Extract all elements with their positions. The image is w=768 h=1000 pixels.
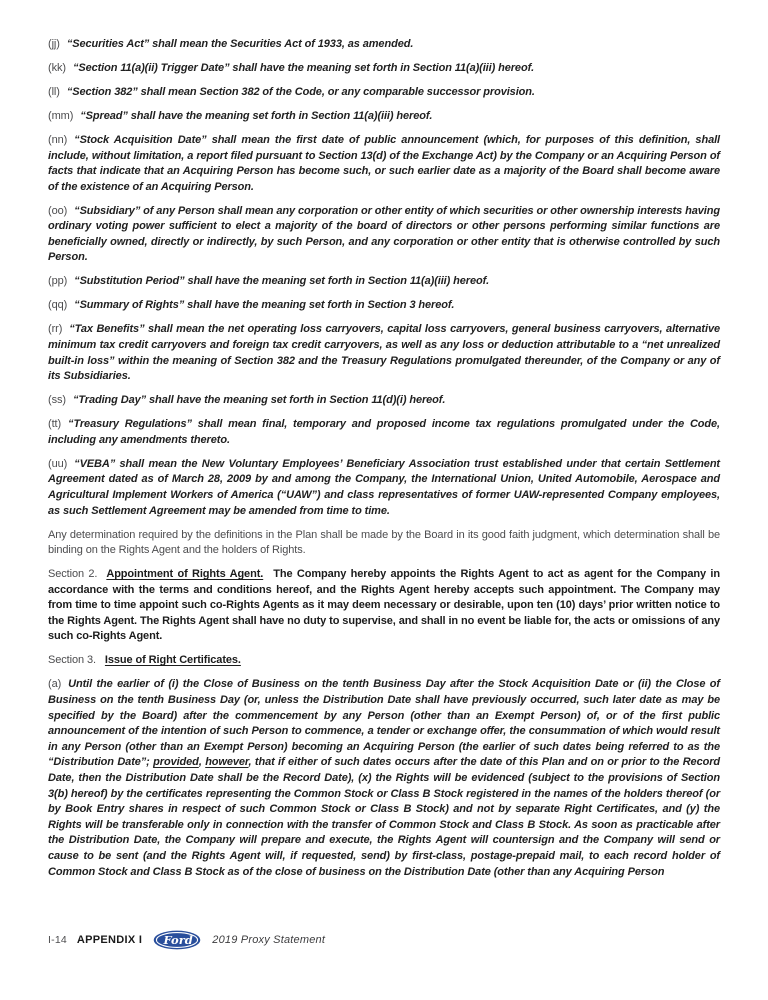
definition-pp [48, 274, 720, 290]
definition-marker: (ll) [48, 85, 60, 98]
definition-text: “VEBA” shall mean the New Voluntary Employees’ Beneficiary Association trust established under that certain Settlement Agreement dated as of March 28, 2009 by and among the Company, the International Union, United Automobile, Aerospace and Agricultural Implement Workers of America (“UAW”) and class representatives of former UAW-represented Company employees, as such Settlement Agreement may be amended from time to time. [48, 457, 720, 517]
definition-marker: (mm) [48, 109, 74, 122]
paragraph-a [48, 677, 720, 880]
page-footer [48, 930, 325, 950]
definition-mm [48, 109, 720, 125]
definition-text: “Section 11(a)(ii) Trigger Date” shall have the meaning set forth in Section 11(a)(iii) hereof. [72, 61, 535, 74]
definition-marker: (jj) [48, 38, 60, 50]
definition-ss [48, 393, 720, 409]
definition-nn [48, 133, 720, 195]
definition-oo [48, 204, 720, 266]
definition-marker: (nn) [48, 133, 68, 146]
definition-marker: (qq) [48, 299, 68, 312]
section-3-heading-line [48, 653, 720, 669]
definition-text: “Treasury Regulations” shall mean final, temporary and proposed income tax regulations promulgated under the Code, including any amendments thereto. [48, 418, 720, 446]
definition-text: “Summary of Rights” shall have the meaning set forth in Section 3 hereof. [74, 299, 455, 312]
definition-ll [48, 85, 720, 101]
paragraph-a-text-1: Until the earlier of (i) the Close of Business on the tenth Business Day after the Stock Acquisition Date or (ii) the Close of Business on the tenth Business Day (or, unless the Distribution Date shall have previously occurred, such later date as may be specified by the Board) after the commencement by any Person (other than an Exempt Person) of, or of the first public announcement of the intention of such Person to commence, a tender or exchange offer, the consummation of which would result in any Person (other than an Exempt Person) becoming an Acquiring Person (the earlier of such dates being referred to as the “Distribution Date”; [48, 678, 720, 769]
definition-marker: (pp) [48, 275, 68, 288]
paragraph-a-text-2: , that if either of such dates occurs after the date of this Plan and on or prior to the Record Date, then the Distribution Date shall be the Record Date), (x) the Rights will be evidenced (subject to the provisions of Section 3(b) hereof) by the certificates representing the Common Stock or Class B Stock registered in the names of the holders thereof (or by Book Entry shares in respect of such Common Stock or Class B Stock) and not by separate Right Certificates, and (y) the Rights will be transferable only in connection with the transfer of Common Stock and Class B Stock. As soon as practicable after the Distribution Date, the Company will prepare and execute, the Rights Agent will countersign and the Company will send or cause to be sent (and the Rights Agent will, if requested, send) by first-class, postage-prepaid mail, to each record holder of Common Stock and Class B Stock as of the close of business on the Distribution Date (other than any Acquiring Person [48, 756, 721, 878]
definition-jj [48, 37, 720, 53]
definition-text: “Trading Day” shall have the meaning set forth in Section 11(d)(i) hereof. [72, 394, 446, 407]
section-2-paragraph [48, 567, 720, 645]
section-3-heading: Issue of Right Certificates. [104, 654, 241, 667]
paragraph-a-marker: (a) [48, 678, 62, 691]
definition-marker: (rr) [48, 323, 63, 336]
definition-rr [48, 322, 720, 384]
definition-kk [48, 61, 720, 77]
definition-text: “Spread” shall have the meaning set forth in Section 11(a)(iii) hereof. [80, 109, 433, 122]
ford-oval-icon [153, 930, 201, 950]
definition-text: “Substitution Period” shall have the meaning set forth in Section 11(a)(iii) hereof. [74, 275, 490, 288]
definition-marker: (uu) [48, 457, 68, 470]
ford-logo-script: Ford [163, 932, 194, 947]
section-2-heading: Appointment of Rights Agent. [106, 568, 264, 581]
paragraph-a-however: however [205, 756, 249, 769]
footer-page-number: I-14 [48, 934, 67, 946]
closing-paragraph: Any determination required by the definitions in the Plan shall be made by the Board in its good faith judgment, which determination shall be binding on the Rights Agent and the holders of Rights. [48, 528, 720, 557]
definition-tt [48, 417, 720, 448]
definition-text: “Subsidiary” of any Person shall mean any corporation or other entity of which securities or other ownership interests having ordinary voting power sufficient to elect a majority of the board of directors or other persons performing similar functions are beneficially owned, directly or indirectly, by such Person, and any corporation or other entity that is otherwise controlled by such Person. [48, 204, 720, 264]
ford-logo [153, 930, 201, 950]
section-2-body: The Company hereby appoints the Rights Agent to act as agent for the Company in accordance with the terms and conditions hereof, and the Rights Agent hereby accepts such appointment. The Company may from time to time appoint such co-Rights Agents as it may deem necessary or desirable, upon ten (10) days’ prior written notice to the Rights Agent. The Rights Agent shall have no duty to supervise, and shall in no event be liable for, the acts or omissions of any such co-Rights Agent. [48, 568, 720, 643]
footer-proxy-statement: 2019 Proxy Statement [212, 934, 326, 946]
definition-qq [48, 298, 720, 314]
definition-uu [48, 457, 720, 519]
definition-text: “Stock Acquisition Date” shall mean the first date of public announcement (which, for purposes of this definition, shall include, without limitation, a report filed pursuant to Section 13(d) of the Exchange Act) by the Company or an Acquiring Person of facts that indicate that an Acquiring Person has become such, or such earlier date as a majority of the Board shall become aware of the existence of an Acquiring Person. [48, 133, 720, 193]
definition-marker: (oo) [48, 204, 68, 217]
definition-marker: (ss) [48, 394, 66, 407]
footer-appendix-label: APPENDIX I [76, 934, 143, 946]
definition-text: “Securities Act” shall mean the Securities Act of 1933, as amended. [66, 38, 414, 50]
section-3-label: Section 3. [48, 654, 96, 667]
paragraph-a-provided: provided [153, 756, 199, 769]
section-2-label: Section 2. [48, 568, 98, 581]
definition-text: “Section 382” shall mean Section 382 of the Code, or any comparable successor provision. [66, 85, 535, 98]
definition-marker: (kk) [48, 61, 66, 74]
document-body [48, 37, 720, 889]
paragraph-a-separator: , [198, 756, 206, 769]
definition-text: “Tax Benefits” shall mean the net operating loss carryovers, capital loss carryovers, general business carryovers, alternative minimum tax credit carryovers and foreign tax credit carryovers, as well as any loss or deduction attributable to a “net unrealized built-in loss” within the meaning of Section 382 and the Treasury Regulations promulgated thereunder, of the Company or any of its Subsidiaries. [48, 323, 720, 383]
definition-marker: (tt) [48, 418, 62, 431]
